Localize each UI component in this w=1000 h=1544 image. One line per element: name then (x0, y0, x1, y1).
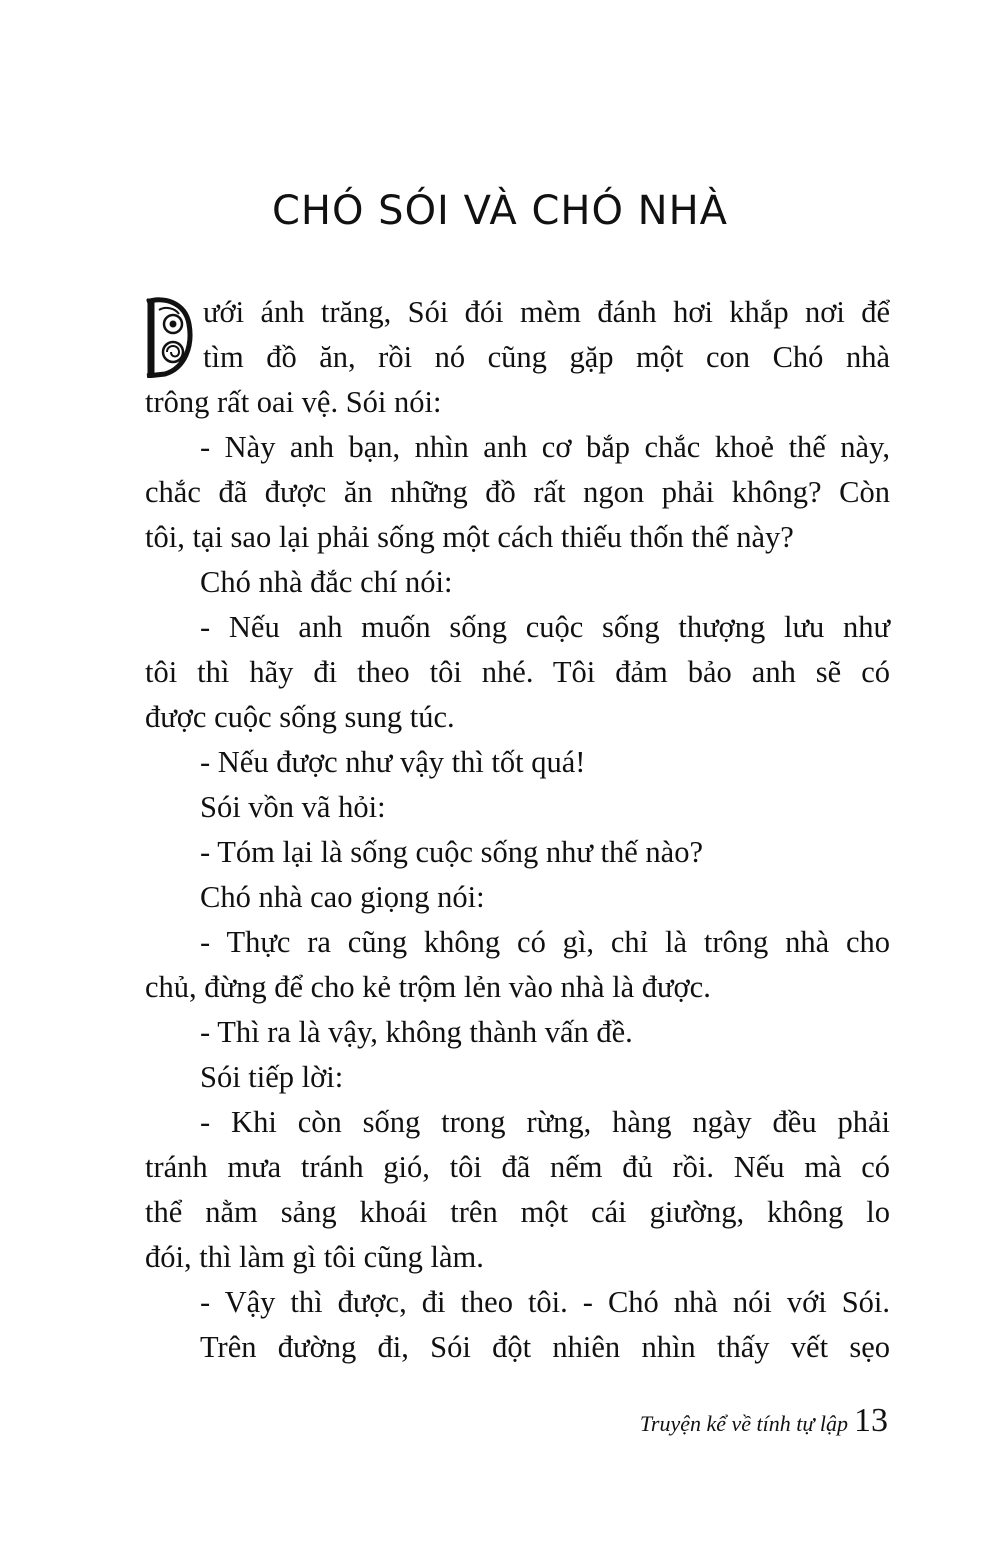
text-line: thể nằm sảng khoái trên một cái giường, không lo (145, 1195, 890, 1229)
story-body (145, 290, 890, 1370)
opening-paragraph (145, 290, 890, 425)
text-line: - Tóm lại là sống cuộc sống như thế nào? (200, 835, 704, 869)
text-line: - Vậy thì được, đi theo tôi. - Chó nhà nói với Sói. (200, 1285, 890, 1319)
text-line: tôi thì hãy đi theo tôi nhé. Tôi đảm bảo anh sẽ có (145, 655, 890, 689)
running-book-title: Truyện kể về tính tự lập (639, 1411, 848, 1436)
text-line: - Nếu được như vậy thì tốt quá! (200, 745, 586, 779)
opening-line-1: ưới ánh trăng, Sói đói mèm đánh hơi khắp nơi để (203, 295, 890, 329)
page-footer (640, 1402, 888, 1440)
text-line: tránh mưa tránh gió, tôi đã nếm đủ rồi. Nếu mà có (145, 1150, 890, 1184)
text-line: - Thì ra là vậy, không thành vấn đề. (200, 1015, 633, 1049)
text-line: đói, thì làm gì tôi cũng làm. (145, 1240, 484, 1274)
story-title: CHÓ SÓI VÀ CHÓ NHÀ (271, 188, 729, 234)
text-line: Sói tiếp lời: (200, 1060, 344, 1094)
text-line: tôi, tại sao lại phải sống một cách thiếu thốn thế này? (145, 520, 794, 554)
text-line: - Khi còn sống trong rừng, hàng ngày đều phải (200, 1105, 890, 1139)
text-line: Trên đường đi, Sói đột nhiên nhìn thấy vết sẹo (200, 1330, 890, 1364)
text-line: Chó nhà cao giọng nói: (200, 880, 485, 914)
opening-line-2: tìm đồ ăn, rồi nó cũng gặp một con Chó nhà (203, 340, 890, 374)
text-line: Chó nhà đắc chí nói: (200, 565, 453, 599)
text-line: được cuộc sống sung túc. (145, 700, 455, 734)
text-line: - Nếu anh muốn sống cuộc sống thượng lưu như (200, 610, 890, 644)
story-lines (145, 425, 890, 1370)
page-number: 13 (854, 1402, 888, 1439)
text-line: - Thực ra cũng không có gì, chỉ là trông nhà cho (200, 925, 890, 959)
text-line: - Này anh bạn, nhìn anh cơ bắp chắc khoẻ thế này, (200, 430, 890, 464)
text-line: Sói vồn vã hỏi: (200, 790, 386, 824)
text-line: chủ, đừng để cho kẻ trộm lẻn vào nhà là được. (145, 970, 711, 1004)
opening-line-3: trông rất oai vệ. Sói nói: (145, 385, 442, 419)
ornamental-dropcap-d (145, 296, 195, 378)
text-line: chắc đã được ăn những đồ rất ngon phải không? Còn (145, 475, 890, 509)
